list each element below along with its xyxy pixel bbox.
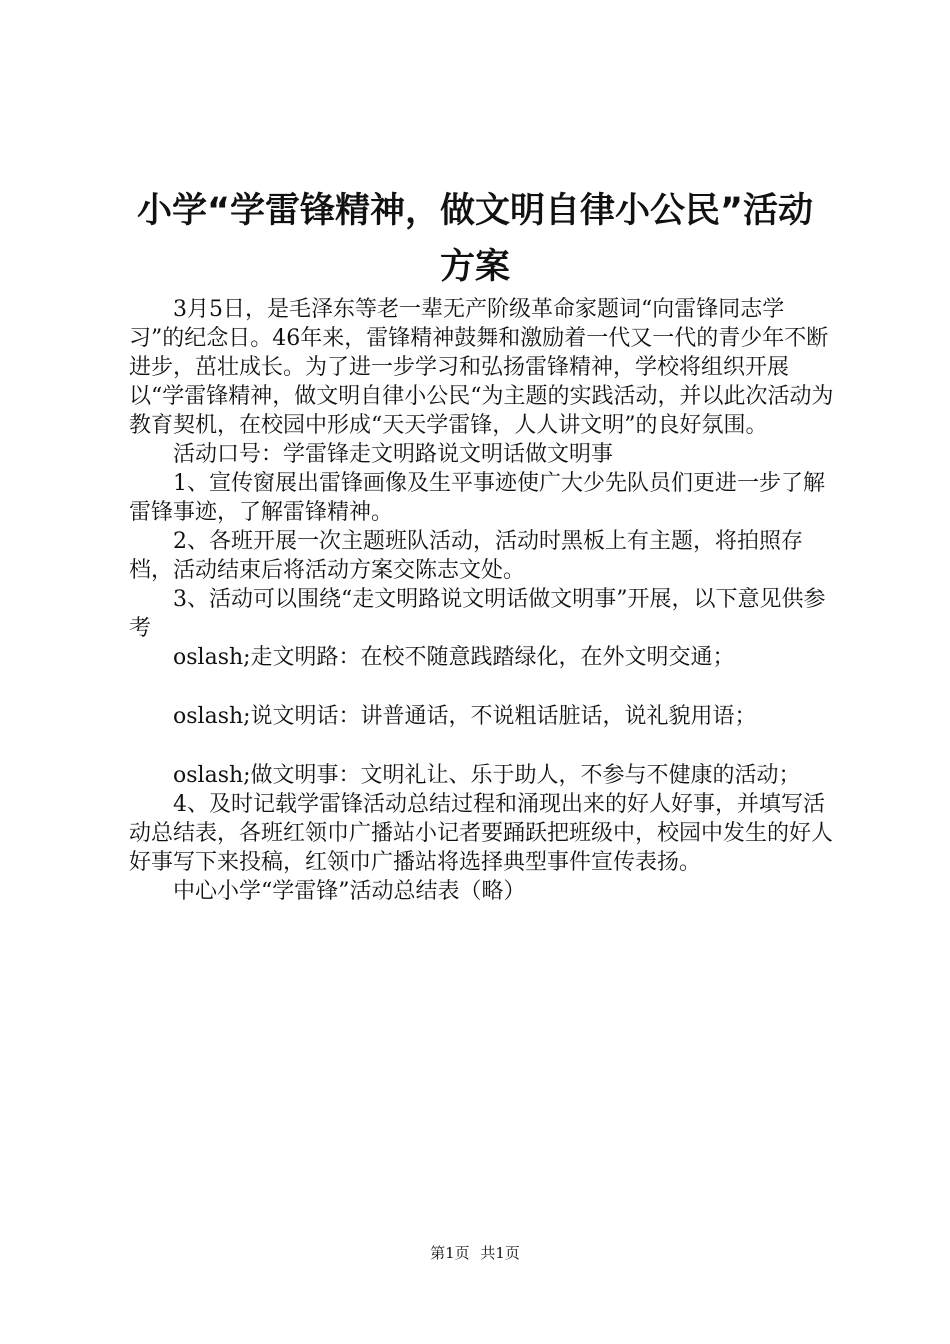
item-4-paragraph: 4、及时记载学雷锋活动总结过程和涌现出来的好人好事，并填写活动总结表，各班红领巾广播站小记者要踊跃把班级中，校园中发生的好人好事写下来投稿，红领巾广播站将选择典型事件宣传表扬。 <box>129 792 834 875</box>
document-title <box>100 183 850 295</box>
title-line-1: 小学“学雷锋精神，做文明自律小公民”活动 <box>136 191 813 231</box>
page-footer <box>0 1243 950 1263</box>
bullet-2-paragraph: oslash;说文明话：讲普通话，不说粗话脏话，说礼貌用语； <box>173 704 757 729</box>
item-3-paragraph: 3、活动可以围绕“走文明路说文明话做文明事”开展，以下意见供参考 <box>129 587 826 641</box>
closing-paragraph: 中心小学“学雷锋”活动总结表（略） <box>173 879 526 904</box>
document-body <box>129 295 839 906</box>
bullet-1-paragraph: oslash;走文明路：在校不随意践踏绿化，在外文明交通； <box>173 645 735 670</box>
slogan-paragraph: 活动口号：学雷锋走文明路说文明话做文明事 <box>173 442 614 467</box>
bullet-3-paragraph: oslash;做文明事：文明礼让、乐于助人，不参与不健康的活动； <box>173 763 801 788</box>
item-2-paragraph: 2、各班开展一次主题班队活动，活动时黑板上有主题，将拍照存档，活动结束后将活动方案交陈志文处。 <box>129 529 803 583</box>
item-1-paragraph: 1、宣传窗展出雷锋画像及生平事迹使广大少先队员们更进一步了解雷锋事迹，了解雷锋精神。 <box>129 471 825 525</box>
page-total: 共1页 <box>480 1244 520 1262</box>
page-number: 第1页 <box>430 1244 470 1262</box>
intro-paragraph: 3月5日，是毛泽东等老一辈无产阶级革命家题词“向雷锋同志学习”的纪念日。46年来，雷锋精神鼓舞和激励着一代又一代的青少年不断进步，茁壮成长。为了进一步学习和弘扬雷锋精神，学校将组织开展以“学雷锋精神，做文明自律小公民“为主题的实践活动，并以此次活动为教育契机，在校园中形成“天天学雷锋，人人讲文明”的良好氛围。 <box>129 297 834 438</box>
title-line-2: 方案 <box>439 247 510 287</box>
